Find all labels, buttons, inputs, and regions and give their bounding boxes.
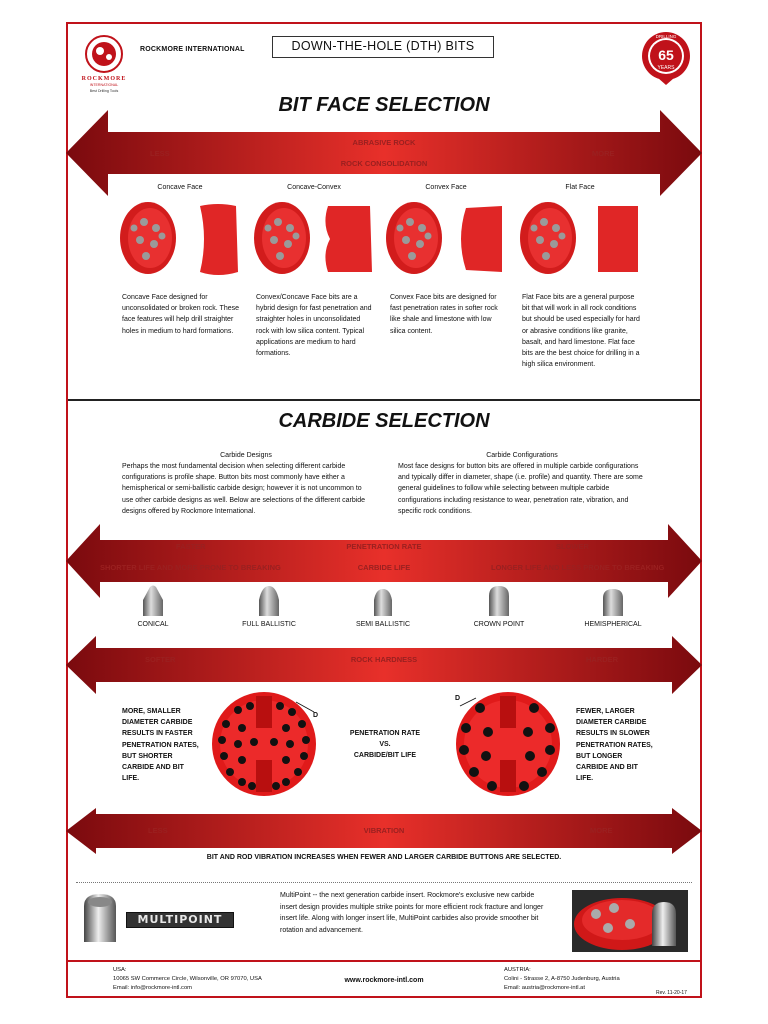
usa-label: USA: xyxy=(113,967,127,973)
carbide-designs-heading: Carbide Designs xyxy=(220,452,272,459)
vibration-label: VIBRATION xyxy=(363,826,405,835)
svg-text:YEARS: YEARS xyxy=(657,65,675,71)
svg-text:Best Drilling Tools: Best Drilling Tools xyxy=(89,89,119,93)
carbide-configurations-heading: Carbide Configurations xyxy=(486,452,558,459)
section-divider xyxy=(68,399,700,401)
vibration-note: BIT AND ROD VIBRATION INCREASES WHEN FEWER AND LARGER CARBIDE BUTTONS ARE SELECTED. xyxy=(206,854,562,861)
svg-text:INTERNATIONAL: INTERNATIONAL xyxy=(89,83,119,87)
many-small-carbide-bit-image xyxy=(208,688,328,805)
usa-email[interactable]: Email: info@rockmore-intl.com xyxy=(113,985,193,991)
company-name: ROCKMORE INTERNATIONAL xyxy=(140,46,245,53)
penetration-vs-life-line3: CARBIDE/BIT LIFE xyxy=(353,752,417,759)
rock-consolidation-label: ROCK CONSOLIDATION xyxy=(340,159,428,168)
semi-ballistic-caption: SEMI BALLISTIC xyxy=(355,621,411,628)
document-title: DOWN-THE-HOLE (DTH) BITS xyxy=(272,36,494,58)
shorter-life-label: SHORTER LIFE AND MORE PRONE TO BREAKING xyxy=(100,563,281,572)
penetration-vs-life-line2: VS. xyxy=(379,741,391,748)
penetration-vs-life-line1: PENETRATION RATE xyxy=(349,730,421,737)
few-large-carbide-bit-image xyxy=(446,688,566,805)
longer-life-label: LONGER LIFE AND LESS PRONE TO BREAKING xyxy=(491,563,665,572)
abrasive-rock-label: ABRASIVE ROCK xyxy=(352,138,416,147)
rock-hardness-label: ROCK HARDNESS xyxy=(350,655,418,664)
convex-bit-image xyxy=(384,198,508,285)
penetration-rate-label: PENETRATION RATE xyxy=(346,542,422,551)
full-ballistic-carbide-icon xyxy=(256,584,282,623)
austria-address: Colini - Strasse 2, A-8750 Judenburg, Austria xyxy=(504,976,620,982)
softer-label: SOFTER xyxy=(145,655,176,664)
revision-label: Rev. 11-20-17 xyxy=(656,990,687,996)
rock-hardness-arrow xyxy=(66,636,702,694)
conical-carbide-icon xyxy=(140,584,166,623)
vibration-more-label: MORE xyxy=(590,826,613,835)
multipoint-divider xyxy=(76,882,692,883)
faster-label: FASTER xyxy=(176,542,206,551)
penetration-vs-life xyxy=(330,728,440,761)
less-label: LESS xyxy=(150,149,170,158)
svg-text:ROCKMORE: ROCKMORE xyxy=(81,76,127,82)
hemispherical-carbide-icon xyxy=(600,586,626,623)
website-link[interactable]: www.rockmore-intl.com xyxy=(344,977,424,984)
65-years-badge xyxy=(640,30,692,86)
svg-text:65: 65 xyxy=(658,47,674,63)
carbide-life-label: CARBIDE LIFE xyxy=(357,563,411,572)
concave-convex-description: Convex/Concave Face bits are a hybrid design for fast penetration and straighter holes in unconsolidated rock with low silica content. Typical applications are medium to hard formations. xyxy=(256,294,372,358)
multipoint-logo xyxy=(126,912,234,928)
multipoint-description: MultiPoint -- the next generation carbide insert. Rockmore's exclusive new carbide insert design provides multiple strike points for more efficient rock fracture and longer insert life. Along with longer insert life, MultiPoint carbides also provide smoother bit rotation and advancement. xyxy=(280,892,544,934)
carbide-designs-text: Perhaps the most fundamental decision when selecting different carbide configurations is profile shape. Button bits most commonly have either a hemispherical or semi-ballistic carbide design; however it is not uncommon to use other carbide designs as well. Below are selections of the different carbide designs offered by Rockmore International. xyxy=(122,463,366,515)
full-ballistic-caption: FULL BALLISTIC xyxy=(242,621,296,628)
crown-point-caption: CROWN POINT xyxy=(473,621,525,628)
flat-bit-image xyxy=(518,198,642,285)
multipoint-insert-image xyxy=(80,892,120,949)
concave-bit-image xyxy=(118,198,242,285)
bit-face-title: BIT FACE SELECTION xyxy=(278,94,490,116)
vibration-less-label: LESS xyxy=(148,826,168,835)
usa-address: 10065 SW Commerce Circle, Wilsonville, OR 97070, USA xyxy=(113,976,262,982)
concave-description: Concave Face designed for unconsolidated or broken rock. These face features will help drill straighter holes in medium to hard formations. xyxy=(122,294,239,335)
fewer-larger-carbide-text: FEWER, LARGER DIAMETER CARBIDE RESULTS IN SLOWER PENETRATION RATES, BUT LONGER CARBIDE AND BIT LIFE. xyxy=(576,708,653,783)
face-caption-convex: Convex Face xyxy=(425,184,467,191)
carbide-title: CARBIDE SELECTION xyxy=(278,410,490,432)
multipoint-logo-text: MULTIPOINT xyxy=(137,913,223,926)
austria-label: AUSTRIA: xyxy=(504,967,531,973)
footer-austria xyxy=(504,966,620,993)
footer-divider xyxy=(68,960,700,962)
face-caption-concave: Concave Face xyxy=(157,184,203,191)
d-label-right: D xyxy=(455,695,461,702)
slower-label: SLOWER xyxy=(556,542,589,551)
harder-label: HARDER xyxy=(586,655,619,664)
d-label-left: D xyxy=(313,712,319,719)
face-caption-concave-convex: Concave-Convex xyxy=(287,184,341,191)
rockmore-logo xyxy=(76,32,132,94)
flat-description: Flat Face bits are a general purpose bit that will work in all rock conditions but should be used especially for hard or abrasive conditions like granite, basalt, and hard limestone. Flat face bits are the best choice for drilling in a high silica environment. xyxy=(522,294,640,369)
concave-convex-bit-image xyxy=(252,198,376,285)
conical-caption: CONICAL xyxy=(137,621,169,628)
more-smaller-carbide-text: MORE, SMALLER DIAMETER CARBIDE RESULTS IN FASTER PENETRATION RATES, BUT SHORTER CARBIDE AND BIT LIFE. xyxy=(122,708,199,783)
semi-ballistic-carbide-icon xyxy=(370,586,396,623)
face-caption-flat: Flat Face xyxy=(565,184,595,191)
crown-point-carbide-icon xyxy=(486,584,512,623)
multipoint-bit-photo xyxy=(572,890,688,952)
hemispherical-caption: HEMISPHERICAL xyxy=(584,621,642,628)
more-label: MORE xyxy=(592,149,615,158)
carbide-configurations-text: Most face designs for button bits are offered in multiple carbide configurations and typically differ in diameter, shape (i.e. profile) and quantity. There are some general guidelines to follow while selecting between multiple carbide configurations including resistance to wear, penetration rate, vibration, and specific rock conditions. xyxy=(398,463,643,515)
austria-email[interactable]: Email: austria@rockmore-intl.at xyxy=(504,985,585,991)
svg-text:DRILLING: DRILLING xyxy=(655,34,677,39)
convex-description: Convex Face bits are designed for fast penetration rates in softer rock like shale and limestone with low silica content. xyxy=(390,294,498,335)
